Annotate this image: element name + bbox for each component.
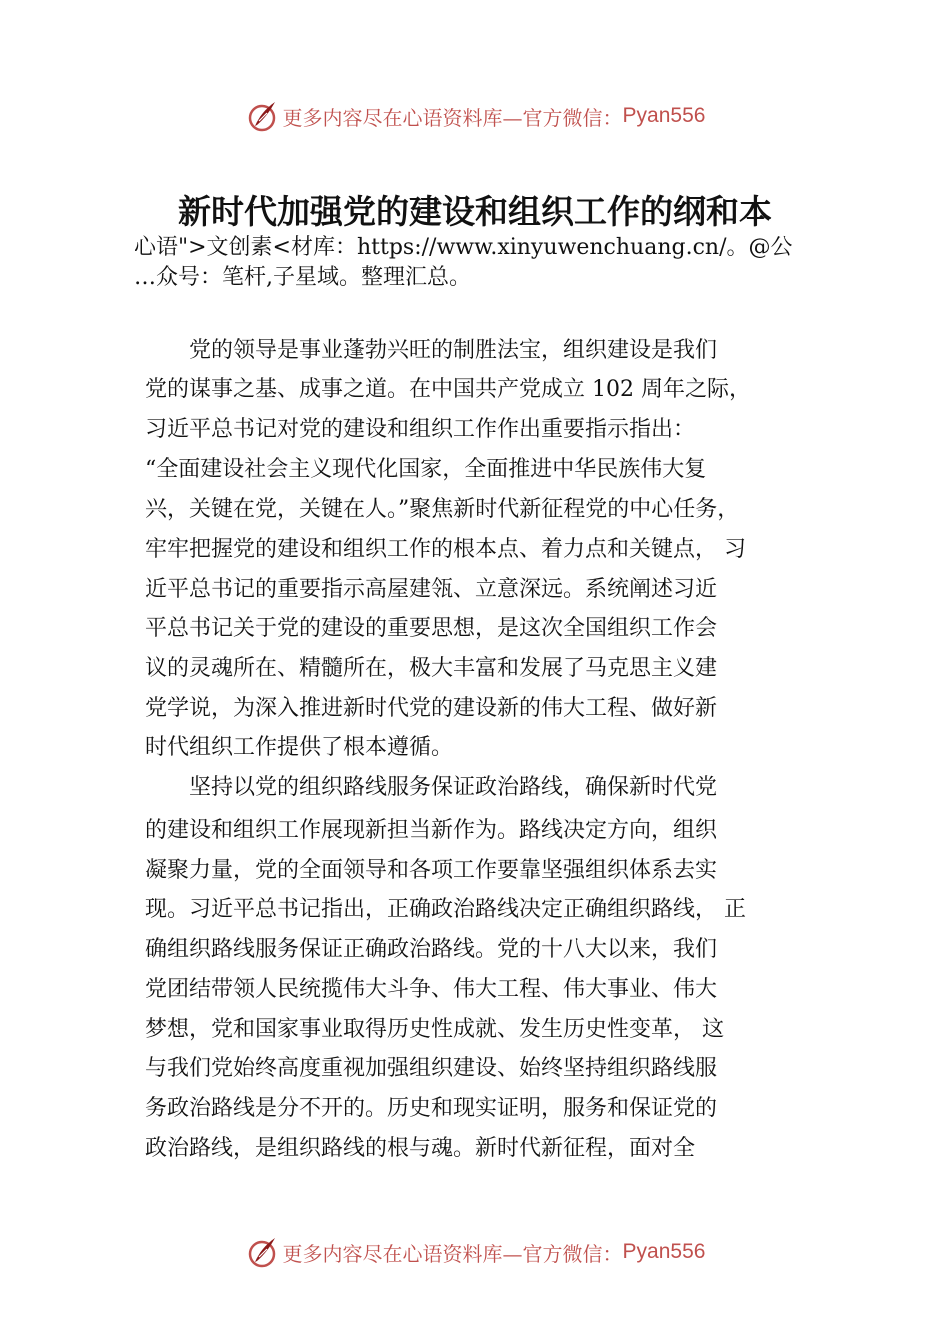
- body-line: 党学说，为深入推进新时代党的建设新的伟大工程、做好新: [145, 696, 718, 721]
- banner-text: 更多内容尽在心语资料库—官方微信：: [282, 1241, 623, 1266]
- banner-text: 更多内容尽在心语资料库—官方微信：: [282, 105, 623, 130]
- document-title: 新时代加强党的建设和组织工作的纲和本: [178, 192, 772, 231]
- body-line: 议的灵魂所在、精髓所在，极大丰富和发展了马克思主义建: [145, 656, 718, 681]
- body-line: 习近平总书记对党的建设和组织工作作出重要指示指出：: [145, 417, 696, 442]
- body-line: 党团结带领人民统揽伟大斗争、伟大工程、伟大事业、伟大: [145, 977, 718, 1002]
- quill-pen-logo-icon: [245, 99, 279, 133]
- body-line: 时代组织工作提供了根本遵循。: [145, 735, 454, 760]
- body-line: 近平总书记的重要指示高屋建瓴、立意深远。系统阐述习近: [145, 577, 718, 602]
- body-line: 凝聚力量，党的全面领导和各项工作要靠坚强组织体系去实: [145, 858, 718, 883]
- header-banner: [0, 96, 950, 136]
- body-line: 的建设和组织工作展现新担当新作为。路线决定方向，组织: [145, 818, 718, 843]
- body-line: “全面建设社会主义现代化国家，全面推进中华民族伟大复: [145, 457, 707, 482]
- body-line: 梦想，党和国家事业取得历史性成就、发生历史性变革， 这: [145, 1017, 724, 1042]
- body-line: 平总书记关于党的建设的重要思想，是这次全国组织工作会: [145, 616, 718, 641]
- body-line: 牢牢把握党的建设和组织工作的根本点、着力点和关键点， 习: [145, 537, 746, 562]
- quill-pen-logo-icon: [245, 1235, 279, 1269]
- source-line-1: 心语">文创素<材库：https://www.xinyuwenchuang.cn/。@公: [134, 235, 793, 260]
- body-line: 务政治路线是分不开的。历史和现实证明，服务和保证党的: [145, 1096, 718, 1121]
- body-line: 与我们党始终高度重视加强组织建设、始终坚持组织路线服: [145, 1056, 718, 1081]
- body-line: 党的谋事之基、成事之道。在中国共产党成立 102 周年之际，: [145, 377, 751, 402]
- body-line: 政治路线，是组织路线的根与魂。新时代新征程，面对全: [145, 1136, 696, 1161]
- wechat-id: Pyan556: [622, 104, 706, 127]
- source-line-2: …众号：笔杆,子星域。整理汇总。: [134, 265, 471, 290]
- footer-banner: [0, 1232, 950, 1272]
- body-line: 确组织路线服务保证正确政治路线。党的十八大以来，我们: [145, 937, 718, 962]
- body-line: 现。习近平总书记指出，正确政治路线决定正确组织路线， 正: [145, 897, 746, 922]
- body-line: 党的领导是事业蓬勃兴旺的制胜法宝，组织建设是我们: [145, 338, 718, 363]
- body-line: 坚持以党的组织路线服务保证政治路线，确保新时代党: [145, 775, 718, 800]
- wechat-id: Pyan556: [622, 1240, 706, 1263]
- body-line: 兴，关键在党，关键在人。”聚焦新时代新征程党的中心任务，: [145, 497, 740, 522]
